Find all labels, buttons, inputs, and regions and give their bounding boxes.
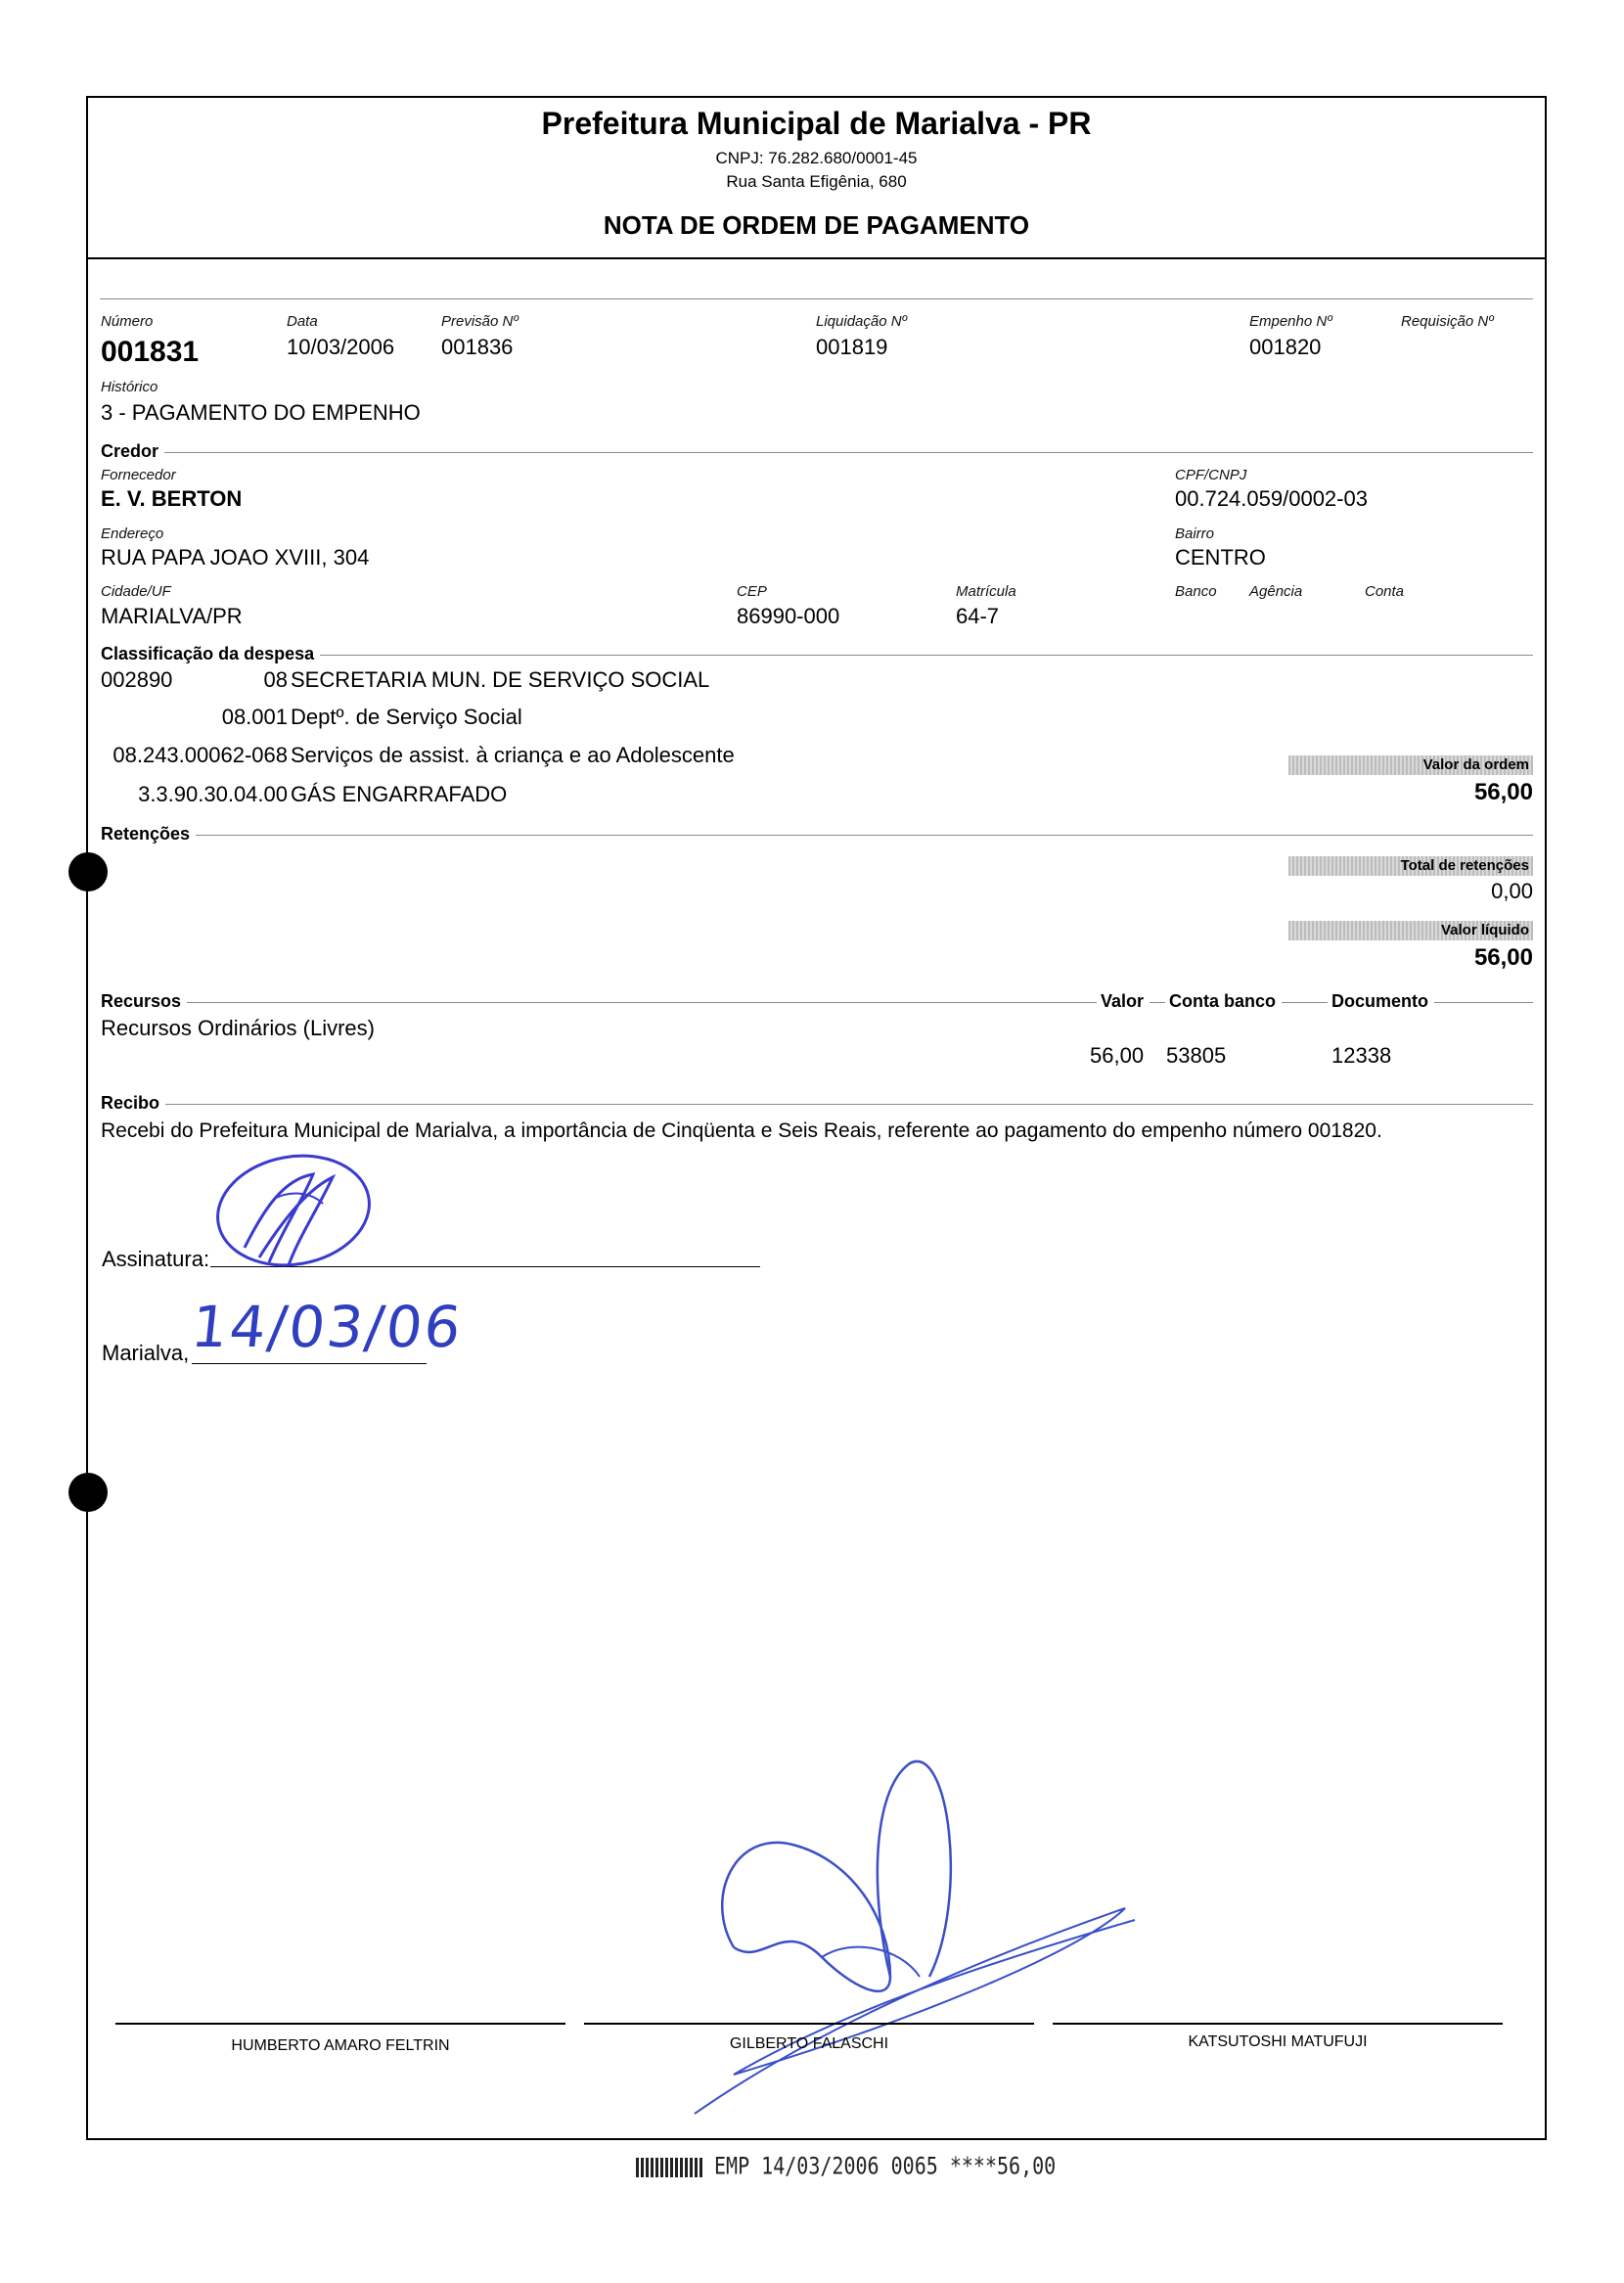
fornecedor-value: E. V. BERTON xyxy=(101,486,243,511)
header-divider xyxy=(86,257,1547,259)
handwritten-signature xyxy=(196,1150,391,1287)
credor-section: Credor xyxy=(101,441,164,462)
class-row-code: 08.243.00062-068 xyxy=(113,743,288,767)
bank-stamp: EMP 14/03/2006 0065 ****56,00 xyxy=(714,2151,1057,2180)
total-retencoes-label: Total de retenções xyxy=(1288,856,1533,876)
classificacao-section: Classificação da despesa xyxy=(101,644,320,664)
cidade-label: Cidade/UF xyxy=(101,583,171,600)
matricula-label: Matrícula xyxy=(956,583,1016,600)
banco-label: Banco xyxy=(1175,583,1217,600)
signature-line-3 xyxy=(1053,2023,1503,2025)
assinatura-label: Assinatura: xyxy=(102,1247,210,1271)
cep-value: 86990-000 xyxy=(737,604,840,628)
bank-stamp-mark xyxy=(636,2158,704,2177)
header-title: Prefeitura Municipal de Marialva - PR xyxy=(541,106,1092,141)
valor-ordem-label: Valor da ordem xyxy=(1288,755,1533,775)
class-row-desc: SECRETARIA MUN. DE SERVIÇO SOCIAL xyxy=(291,667,710,692)
class-row-code: 08 xyxy=(263,667,288,692)
recursos-section: Recursos xyxy=(101,991,187,1012)
recursos-valor: 56,00 xyxy=(1090,1043,1145,1068)
matricula-value: 64-7 xyxy=(956,604,1000,628)
valor-liquido-value: 56,00 xyxy=(1473,944,1533,971)
cpf-label: CPF/CNPJ xyxy=(1175,467,1247,483)
requisicao-label: Requisição Nº xyxy=(1401,313,1494,330)
signature-line-1 xyxy=(115,2023,565,2025)
date-line xyxy=(192,1363,427,1364)
previsao-value: 001836 xyxy=(441,335,514,359)
doc-title: NOTA DE ORDEM DE PAGAMENTO xyxy=(603,210,1030,240)
class-row-desc: Serviços de assist. à criança e ao Adolescente xyxy=(291,743,735,767)
numero-value: 001831 xyxy=(101,336,200,368)
valor-ordem-value: 56,00 xyxy=(1473,779,1533,805)
recursos-conta-header: Conta banco xyxy=(1165,991,1282,1012)
cep-label: CEP xyxy=(737,583,767,600)
header-divider-thin xyxy=(100,298,1533,299)
bairro-label: Bairro xyxy=(1175,525,1215,542)
endereco-label: Endereço xyxy=(101,525,164,542)
recursos-valor-header: Valor xyxy=(1097,991,1150,1012)
data-value: 10/03/2006 xyxy=(287,335,395,359)
endereco-value: RUA PAPA JOAO XVIII, 304 xyxy=(101,545,370,570)
recursos-documento: 12338 xyxy=(1331,1043,1392,1068)
recursos-divider xyxy=(101,1002,1533,1003)
punch-hole xyxy=(68,852,108,891)
class-row-code: 08.001 xyxy=(221,705,288,729)
class-row-desc: Deptº. de Serviço Social xyxy=(291,705,522,729)
historico-value: 3 - PAGAMENTO DO EMPENHO xyxy=(101,400,421,425)
retencoes-section: Retenções xyxy=(101,824,196,845)
cidade-value: MARIALVA/PR xyxy=(101,604,243,628)
credor-divider xyxy=(101,452,1533,453)
local-label: Marialva, xyxy=(102,1341,190,1365)
conta-label: Conta xyxy=(1365,583,1405,600)
bairro-value: CENTRO xyxy=(1175,545,1266,570)
valor-liquido-label: Valor líquido xyxy=(1288,921,1533,940)
recursos-conta: 53805 xyxy=(1166,1043,1227,1068)
retencoes-divider xyxy=(101,835,1533,836)
header-address: Rua Santa Efigênia, 680 xyxy=(726,172,907,191)
total-retencoes-value: 0,00 xyxy=(1491,879,1533,903)
signature-line-2 xyxy=(584,2023,1034,2025)
class-row-code: 3.3.90.30.04.00 xyxy=(138,782,288,806)
punch-hole xyxy=(68,1473,108,1512)
historico-label: Histórico xyxy=(101,379,158,395)
agencia-label: Agência xyxy=(1249,583,1303,600)
numero-label: Número xyxy=(101,313,154,330)
recursos-documento-header: Documento xyxy=(1328,991,1434,1012)
data-label: Data xyxy=(287,313,318,330)
liquidacao-label: Liquidação Nº xyxy=(816,313,908,330)
previsao-label: Previsão Nº xyxy=(441,313,519,330)
middle-signature xyxy=(675,1752,1145,2123)
handwritten-date: 14/03/06 xyxy=(188,1294,467,1360)
signatory-1: HUMBERTO AMARO FELTRIN xyxy=(231,2037,450,2054)
classificacao-code: 002890 xyxy=(101,667,173,692)
liquidacao-value: 001819 xyxy=(816,335,888,359)
signatory-2: GILBERTO FALASCHI xyxy=(729,2035,889,2052)
recursos-item: Recursos Ordinários (Livres) xyxy=(101,1016,375,1040)
recibo-divider xyxy=(101,1104,1533,1105)
empenho-label: Empenho Nº xyxy=(1249,313,1332,330)
recibo-text: Recebi do Prefeitura Municipal de Marialva, a importância de Cinqüenta e Seis Reais, referente ao pagamento do empenho número 001820. xyxy=(101,1119,1382,1142)
class-row-desc: GÁS ENGARRAFADO xyxy=(291,782,508,806)
recibo-section: Recibo xyxy=(101,1093,165,1114)
header-cnpj: CNPJ: 76.282.680/0001-45 xyxy=(715,149,918,167)
fornecedor-label: Fornecedor xyxy=(101,467,176,483)
signatory-3: KATSUTOSHI MATUFUJI xyxy=(1188,2033,1368,2050)
empenho-value: 001820 xyxy=(1249,335,1322,359)
cpf-value: 00.724.059/0002-03 xyxy=(1175,486,1368,511)
